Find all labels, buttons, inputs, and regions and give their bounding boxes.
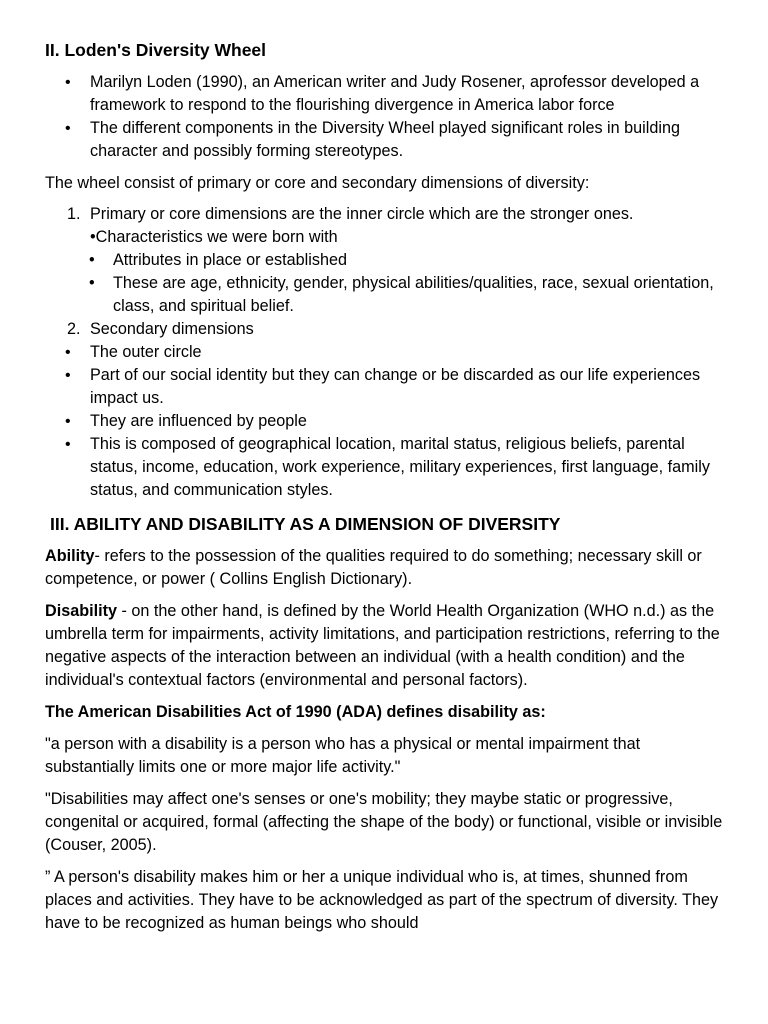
wheel-intro: The wheel consist of primary or core and secondary dimensions of diversity: — [45, 174, 590, 192]
list-item-continuation: •Characteristics we were born with — [90, 228, 338, 246]
disability-definition: - on the other hand, is defined by the World Health Organization (WHO n.d.) as the umbrella term for impairments, activity limitations, and participation restrictions, referring to the negative aspects of the interaction between an individual (with a health condition) and the individual's contextual factors (environmental and personal factors). — [45, 602, 720, 689]
quote-paragraph: ” A person's disability makes him or her a unique individual who is, at times, shunned from places and activities. They have to be acknowledged as part of the spectrum of diversity. They have to be recognized as human beings who should — [45, 868, 719, 932]
list-item-primary — [45, 203, 725, 226]
list-item-sub: • Attributes in place or established — [45, 249, 725, 272]
quote-paragraph: "a person with a disability is a person who has a physical or mental impairment that substantially limits one or more major life activity." — [45, 735, 641, 776]
ability-paragraph — [45, 545, 725, 591]
document-page — [45, 38, 725, 935]
section-2-title: II. Loden's Diversity Wheel — [45, 40, 267, 60]
list-item-sub: • These are age, ethnicity, gender, physical abilities/qualities, race, sexual orientation, class, and spiritual belief. — [45, 272, 725, 318]
ada-heading-text: The American Disabilities Act of 1990 (ADA) defines disability as: — [45, 703, 546, 721]
list-marker: 1. — [67, 205, 81, 223]
list-item: • The different components in the Diversity Wheel played significant roles in building character and possibly forming stereotypes. — [45, 117, 725, 163]
section-3-title: III. ABILITY AND DISABILITY AS A DIMENSION OF DIVERSITY — [50, 514, 561, 534]
list-item: • The outer circle — [45, 341, 725, 364]
list-item: • Part of our social identity but they can change or be discarded as our life experiences impact us. — [45, 364, 725, 410]
list-item: • Marilyn Loden (1990), an American writer and Judy Rosener, aprofessor developed a framework to respond to the flourishing divergence in America labor force — [45, 71, 725, 117]
ability-definition: - refers to the possession of the qualities required to do something; necessary skill or competence, or power ( Collins English Dictionary). — [45, 547, 702, 588]
list-item-text: Primary or core dimensions are the inner circle which are the stronger ones. — [90, 205, 634, 223]
quote-paragraph: "Disabilities may affect one's senses or one's mobility; they maybe static or progressive, congenital or acquired, formal (affecting the shape of the body) or functional, visible or invisible (Couser, 2005). — [45, 790, 723, 854]
list-item-secondary — [45, 318, 725, 341]
disability-paragraph — [45, 600, 725, 692]
ada-heading — [45, 701, 725, 724]
ability-term: Ability — [45, 547, 95, 565]
list-marker: 2. — [67, 320, 81, 338]
dimensions-list — [45, 203, 725, 502]
list-item: • They are influenced by people — [45, 410, 725, 433]
list-item: • This is composed of geographical location, marital status, religious beliefs, parental status, income, education, work experience, military experiences, first language, family status, and communication styles. — [45, 433, 725, 502]
disability-term: Disability — [45, 602, 117, 620]
section-2-bullets — [45, 71, 725, 163]
list-item-text: Secondary dimensions — [90, 320, 254, 338]
